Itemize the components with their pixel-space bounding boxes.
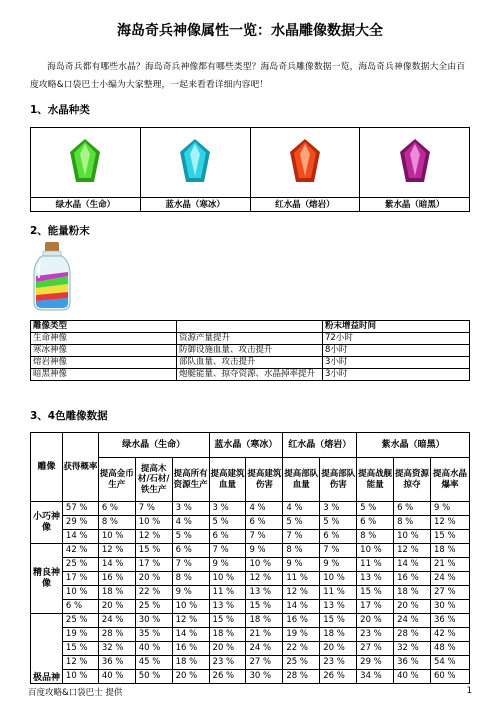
stat-cell: 18 %: [209, 628, 246, 642]
stat-cell: 10 %: [98, 530, 135, 544]
stat-cell: 6 %: [320, 530, 357, 544]
stat-cell: 10 %: [172, 600, 209, 614]
stat-cell: 14 %: [172, 628, 209, 642]
stat-cell: 4 %: [172, 516, 209, 530]
crystal-label: 紫水晶（暗黑）: [360, 198, 470, 212]
stat-cell: 7 %: [320, 544, 357, 558]
statue-group-label: 精良神像: [31, 544, 63, 614]
stat-cell: 19 %: [283, 628, 320, 642]
stat-cell: 20 %: [209, 642, 246, 656]
stat-cell: 8 %: [283, 544, 320, 558]
stat-cell: 35 %: [135, 628, 172, 642]
table-row: [31, 586, 470, 600]
stat-cell: 6 %: [98, 502, 135, 516]
stat-cell: 16 %: [283, 614, 320, 628]
powder-cell: 部队血量、攻击提升: [177, 357, 323, 369]
powder-header-effect: [177, 321, 323, 333]
stat-cell: 10 %: [246, 558, 283, 572]
crystal-label: 红水晶（熔岩）: [250, 198, 360, 212]
group-red: 红水晶（熔岩）: [283, 433, 357, 458]
stat-cell: 24 %: [98, 614, 135, 628]
stat-cell: 48 %: [430, 642, 469, 656]
stat-cell: 18 %: [98, 586, 135, 600]
stat-cell: 10 %: [394, 530, 431, 544]
stat-cell: 13 %: [209, 600, 246, 614]
crystal-image-cell: [360, 128, 470, 198]
table-row: [31, 357, 470, 369]
table-row: [31, 642, 470, 656]
page-number: 1: [466, 686, 472, 696]
crystal-image-cell: [31, 128, 141, 198]
powder-cell: 寒冰神像: [31, 345, 177, 357]
crystal-label: 蓝水晶（寒冰）: [140, 198, 250, 212]
stat-cell: 27 %: [246, 656, 283, 670]
table-row: [31, 656, 470, 670]
stat-cell: 3 %: [320, 502, 357, 516]
stat-cell: 24 %: [430, 572, 469, 586]
stat-cell: 23 %: [357, 628, 394, 642]
stat-cell: 5 %: [320, 516, 357, 530]
stat-cell: 28 %: [394, 628, 431, 642]
stat-cell: 12 %: [283, 586, 320, 600]
sub-header: 提高木材/石材/铁生产: [135, 458, 172, 502]
stat-cell: 8 %: [172, 572, 209, 586]
stat-cell: 20 %: [357, 614, 394, 628]
stat-cell: 12 %: [172, 614, 209, 628]
group-blue: 蓝水晶（寒冰）: [209, 433, 283, 458]
stat-cell: 6 %: [394, 502, 431, 516]
stat-cell: 5 %: [283, 516, 320, 530]
stat-cell: 14 %: [394, 558, 431, 572]
crystal-label: 绿水晶（生命）: [31, 198, 141, 212]
probability-cell: 42 %: [62, 544, 98, 558]
stat-cell: 14 %: [283, 600, 320, 614]
stat-cell: 3 %: [172, 502, 209, 516]
stat-cell: 12 %: [246, 572, 283, 586]
stat-cell: 8 %: [98, 516, 135, 530]
crystal-image-cell: [140, 128, 250, 198]
probability-cell: 25 %: [62, 558, 98, 572]
intro-paragraph: 海岛奇兵都有哪些水晶？海岛奇兵神像都有哪些类型？海岛奇兵雕像数据一览，海岛奇兵神像数据大全由百度攻略&口袋巴士小编为大家整理，一起来看看详细内容吧！: [30, 62, 466, 90]
sub-header: 提高建筑血量: [209, 458, 246, 502]
stat-cell: 15 %: [430, 530, 469, 544]
stat-cell: 22 %: [283, 642, 320, 656]
powder-cell: 8小时: [323, 345, 470, 357]
statue-group-label: 极品神: [31, 614, 63, 684]
green-crystal-icon: [68, 138, 102, 184]
stat-cell: 40 %: [394, 670, 431, 684]
stat-cell: 20 %: [394, 600, 431, 614]
table-row: [31, 345, 470, 357]
group-purple: 紫水晶（暗黑）: [357, 433, 470, 458]
stat-cell: 12 %: [394, 544, 431, 558]
stat-cell: 29 %: [357, 656, 394, 670]
footer-credit: 百度攻略&口袋巴士 提供: [28, 688, 123, 698]
stat-cell: 10 %: [357, 544, 394, 558]
sub-header: 提高水晶爆率: [430, 458, 469, 502]
stat-cell: 11 %: [209, 586, 246, 600]
sub-header: 提高部队伤害: [320, 458, 357, 502]
probability-cell: 10 %: [62, 670, 98, 684]
stat-cell: 18 %: [394, 586, 431, 600]
stat-cell: 28 %: [283, 670, 320, 684]
stat-cell: 5 %: [357, 502, 394, 516]
stat-cell: 8 %: [394, 516, 431, 530]
stat-cell: 50 %: [135, 670, 172, 684]
sub-header: 提高所有资源生产: [172, 458, 209, 502]
powder-cell: 资源产量提升: [177, 333, 323, 345]
statue-data-body: [31, 502, 470, 684]
table-row: [31, 614, 470, 628]
section-heading-crystal-types: 1、水晶种类: [30, 104, 90, 116]
probability-cell: 29 %: [62, 516, 98, 530]
probability-cell: 12 %: [62, 656, 98, 670]
stat-cell: 13 %: [357, 572, 394, 586]
stat-cell: 18 %: [246, 614, 283, 628]
section-heading-statue-data: 3、4色雕像数据: [30, 410, 108, 422]
stat-cell: 42 %: [430, 628, 469, 642]
probability-cell: 17 %: [62, 572, 98, 586]
stat-cell: 4 %: [283, 502, 320, 516]
stat-cell: 26 %: [320, 670, 357, 684]
stat-cell: 12 %: [98, 544, 135, 558]
powder-cell: 暗黑神像: [31, 369, 177, 381]
powder-cell: 生命神像: [31, 333, 177, 345]
stat-cell: 18 %: [320, 628, 357, 642]
stat-cell: 28 %: [98, 628, 135, 642]
sub-header: 提高建筑伤害: [246, 458, 283, 502]
stat-cell: 36 %: [98, 656, 135, 670]
stat-cell: 30 %: [430, 600, 469, 614]
stat-cell: 26 %: [209, 670, 246, 684]
stat-cell: 30 %: [135, 614, 172, 628]
stat-cell: 9 %: [430, 502, 469, 516]
probability-cell: 57 %: [62, 502, 98, 516]
stat-cell: 10 %: [320, 572, 357, 586]
probability-cell: 6 %: [62, 600, 98, 614]
stat-cell: 11 %: [320, 586, 357, 600]
stat-cell: 4 %: [246, 502, 283, 516]
stat-cell: 21 %: [430, 558, 469, 572]
powder-cell: 3小时: [323, 357, 470, 369]
stat-cell: 9 %: [209, 558, 246, 572]
table-row: [31, 670, 470, 684]
powder-cell: 3小时: [323, 369, 470, 381]
stat-cell: 40 %: [135, 642, 172, 656]
table-row: [31, 572, 470, 586]
stat-cell: 32 %: [394, 642, 431, 656]
stat-cell: 14 %: [98, 558, 135, 572]
stat-cell: 15 %: [320, 614, 357, 628]
section-heading-power-powder: 2、能量粉末: [30, 225, 90, 237]
crystal-image-cell: [250, 128, 360, 198]
stat-cell: 32 %: [98, 642, 135, 656]
blue-crystal-icon: [178, 138, 212, 184]
probability-cell: 25 %: [62, 614, 98, 628]
stat-cell: 22 %: [135, 586, 172, 600]
stat-cell: 15 %: [357, 586, 394, 600]
stat-cell: 30 %: [246, 670, 283, 684]
stat-cell: 6 %: [209, 530, 246, 544]
stat-cell: 6 %: [357, 516, 394, 530]
stat-cell: 34 %: [357, 670, 394, 684]
stat-cell: 5 %: [172, 530, 209, 544]
stat-cell: 7 %: [283, 530, 320, 544]
statue-group-label: 小巧神像: [31, 502, 63, 544]
powder-cell: 防御设施血量、攻击提升: [177, 345, 323, 357]
stat-cell: 8 %: [357, 530, 394, 544]
stat-cell: 27 %: [357, 642, 394, 656]
stat-cell: 18 %: [430, 544, 469, 558]
stat-cell: 10 %: [135, 516, 172, 530]
stat-cell: 12 %: [430, 516, 469, 530]
stat-cell: 15 %: [135, 544, 172, 558]
table-row: [31, 333, 470, 345]
stat-cell: 54 %: [430, 656, 469, 670]
crystal-types-table: [30, 127, 470, 212]
probability-cell: 19 %: [62, 628, 98, 642]
table-row: [31, 600, 470, 614]
stat-cell: 7 %: [135, 502, 172, 516]
stat-cell: 15 %: [209, 614, 246, 628]
stat-cell: 20 %: [172, 670, 209, 684]
stat-cell: 6 %: [246, 516, 283, 530]
header-probability: 获得概率: [62, 433, 98, 502]
table-row: [31, 558, 470, 572]
stat-cell: 6 %: [172, 544, 209, 558]
table-row: [31, 544, 470, 558]
powder-header-statue-type: 雕像类型: [31, 321, 177, 333]
stat-cell: 15 %: [246, 600, 283, 614]
table-row: [31, 369, 470, 381]
stat-cell: 18 %: [172, 656, 209, 670]
stat-cell: 5 %: [209, 516, 246, 530]
stat-cell: 9 %: [283, 558, 320, 572]
stat-cell: 13 %: [320, 600, 357, 614]
purple-crystal-icon: [398, 138, 432, 184]
sub-header: 提高金币生产: [98, 458, 135, 502]
stat-cell: 9 %: [172, 586, 209, 600]
stat-cell: 36 %: [430, 614, 469, 628]
stat-cell: 25 %: [283, 656, 320, 670]
table-row: [31, 530, 470, 544]
stat-cell: 40 %: [98, 670, 135, 684]
stat-cell: 23 %: [320, 656, 357, 670]
sub-header: 提高部队血量: [283, 458, 320, 502]
stat-cell: 20 %: [135, 572, 172, 586]
stat-cell: 16 %: [98, 572, 135, 586]
stat-cell: 9 %: [320, 558, 357, 572]
stat-cell: 12 %: [135, 530, 172, 544]
stat-cell: 17 %: [357, 600, 394, 614]
table-row: [31, 628, 470, 642]
sub-header: 提高战舰能量: [357, 458, 394, 502]
stat-cell: 11 %: [283, 572, 320, 586]
stat-cell: 20 %: [320, 642, 357, 656]
table-row: [31, 502, 470, 516]
powder-header-duration: 粉末增益时间: [323, 321, 470, 333]
stat-cell: 16 %: [394, 572, 431, 586]
stat-cell: 20 %: [98, 600, 135, 614]
stat-cell: 9 %: [246, 544, 283, 558]
probability-cell: 10 %: [62, 586, 98, 600]
stat-cell: 7 %: [209, 544, 246, 558]
group-green: 绿水晶（生命）: [98, 433, 209, 458]
stat-cell: 60 %: [430, 670, 469, 684]
stat-cell: 7 %: [172, 558, 209, 572]
stat-cell: 7 %: [246, 530, 283, 544]
table-row: [31, 516, 470, 530]
stat-cell: 17 %: [135, 558, 172, 572]
stat-cell: 45 %: [135, 656, 172, 670]
powder-cell: 熔岩神像: [31, 357, 177, 369]
stat-cell: 21 %: [246, 628, 283, 642]
red-crystal-icon: [288, 138, 322, 184]
stat-cell: 23 %: [209, 656, 246, 670]
stat-cell: 10 %: [209, 572, 246, 586]
stat-cell: 3 %: [209, 502, 246, 516]
probability-cell: 14 %: [62, 530, 98, 544]
stat-cell: 11 %: [357, 558, 394, 572]
power-powder-bottle-icon: [28, 240, 76, 312]
stat-cell: 25 %: [135, 600, 172, 614]
sub-header: 提高资源掠夺: [394, 458, 431, 502]
powder-cell: 72小时: [323, 333, 470, 345]
page-title: 海岛奇兵神像属性一览：水晶雕像数据大全: [117, 23, 383, 39]
power-powder-table: [30, 320, 470, 381]
stat-cell: 16 %: [172, 642, 209, 656]
powder-cell: 炮艇能量、掠夺资源、水晶掉率提升: [177, 369, 323, 381]
header-statue: 雕像: [31, 433, 63, 502]
stat-cell: 13 %: [246, 586, 283, 600]
stat-cell: 24 %: [246, 642, 283, 656]
statue-data-table: [30, 432, 470, 684]
stat-cell: 27 %: [430, 586, 469, 600]
stat-cell: 24 %: [394, 614, 431, 628]
probability-cell: 15 %: [62, 642, 98, 656]
stat-cell: 36 %: [394, 656, 431, 670]
